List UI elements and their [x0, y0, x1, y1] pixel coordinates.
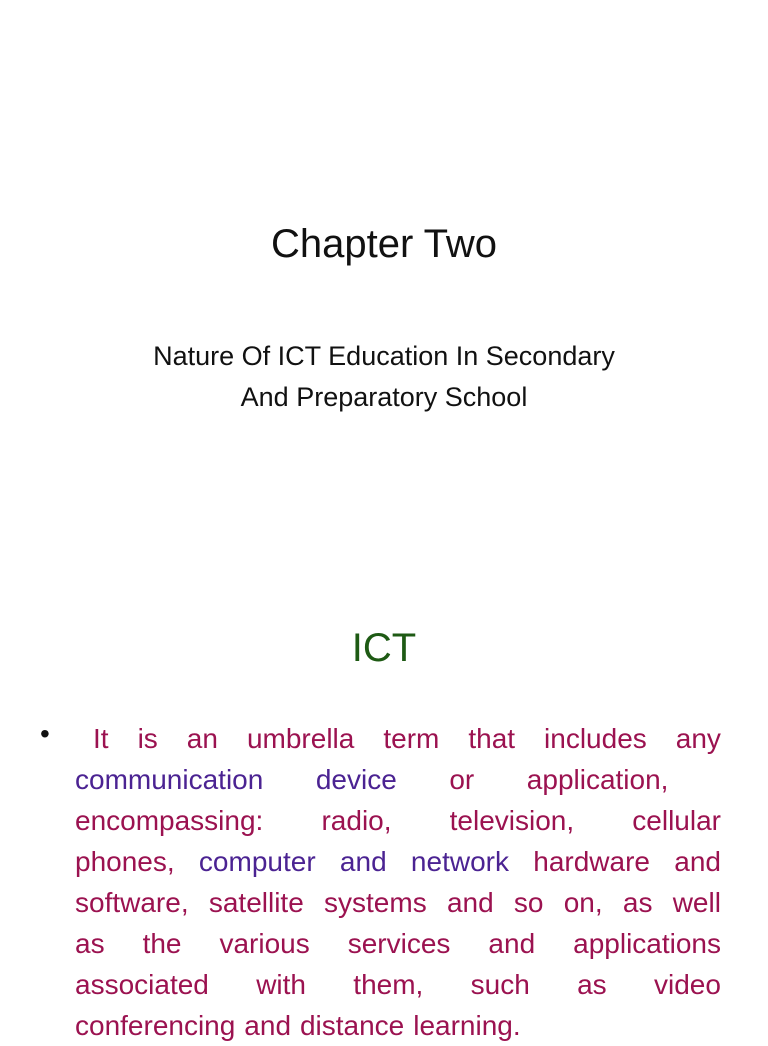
paragraph-word: such — [470, 969, 530, 1000]
paragraph-word: well — [672, 887, 721, 918]
paragraph-word: as — [577, 969, 607, 1000]
paragraph-word: the — [142, 928, 182, 959]
paragraph-word: umbrella — [246, 723, 355, 754]
paragraph-word: computer — [198, 846, 316, 877]
paragraph-word: and — [446, 887, 494, 918]
slide-title: Chapter Two — [270, 222, 498, 266]
paragraph-word: hardware — [533, 846, 650, 877]
paragraph-line — [75, 1005, 721, 1046]
paragraph-line — [75, 800, 721, 841]
paragraph-word: on, — [563, 887, 603, 918]
section-heading: ICT — [351, 626, 417, 670]
paragraph-word: associated — [75, 969, 209, 1000]
bullet-paragraph — [75, 718, 721, 1046]
paragraph-word: term — [383, 723, 440, 754]
paragraph-word: and — [674, 846, 721, 877]
paragraph-word: cellular — [632, 805, 721, 836]
paragraph-word: that — [468, 723, 516, 754]
paragraph-word: as — [75, 928, 105, 959]
paragraph-line — [75, 964, 721, 1005]
paragraph-word: learning. — [413, 1010, 521, 1041]
paragraph-word: distance — [299, 1010, 405, 1041]
paragraph-line — [75, 759, 721, 800]
paragraph-word: and — [244, 1010, 292, 1041]
paragraph-word: an — [186, 723, 218, 754]
subtitle-line: Nature Of ICT Education In Secondary — [153, 341, 615, 371]
paragraph-word: phones, — [75, 846, 175, 877]
paragraph-word: network — [410, 846, 509, 877]
paragraph-word: satellite — [208, 887, 304, 918]
paragraph-word: It — [93, 723, 109, 754]
paragraph-word: encompassing: — [75, 805, 264, 836]
paragraph-word: them, — [353, 969, 424, 1000]
paragraph-word: applications — [573, 928, 721, 959]
slide-subtitle — [100, 336, 668, 418]
paragraph-line — [75, 923, 721, 964]
paragraph-word: as — [622, 887, 653, 918]
paragraph-word: is — [137, 723, 158, 754]
bullet-icon: • — [40, 718, 50, 749]
paragraph-word: so — [513, 887, 544, 918]
paragraph-word: with — [256, 969, 306, 1000]
paragraph-word: includes — [544, 723, 647, 754]
paragraph-word: television, — [449, 805, 575, 836]
paragraph-word: video — [654, 969, 721, 1000]
paragraph-word: and — [488, 928, 536, 959]
paragraph-word: any — [675, 723, 721, 754]
subtitle-line: And Preparatory School — [240, 382, 528, 412]
paragraph-word: application, — [526, 764, 669, 795]
paragraph-word: various — [219, 928, 310, 959]
paragraph-line — [75, 718, 721, 759]
paragraph-word: services — [347, 928, 451, 959]
paragraph-word: communication — [75, 764, 264, 795]
paragraph-word: software, — [75, 887, 189, 918]
paragraph-word: and — [339, 846, 387, 877]
paragraph-word: conferencing — [75, 1010, 236, 1041]
paragraph-line — [75, 882, 721, 923]
paragraph-word: radio, — [321, 805, 392, 836]
paragraph-word: device — [315, 764, 397, 795]
paragraph-word: or — [449, 764, 475, 795]
paragraph-word: systems — [324, 887, 427, 918]
paragraph-line — [75, 841, 721, 882]
